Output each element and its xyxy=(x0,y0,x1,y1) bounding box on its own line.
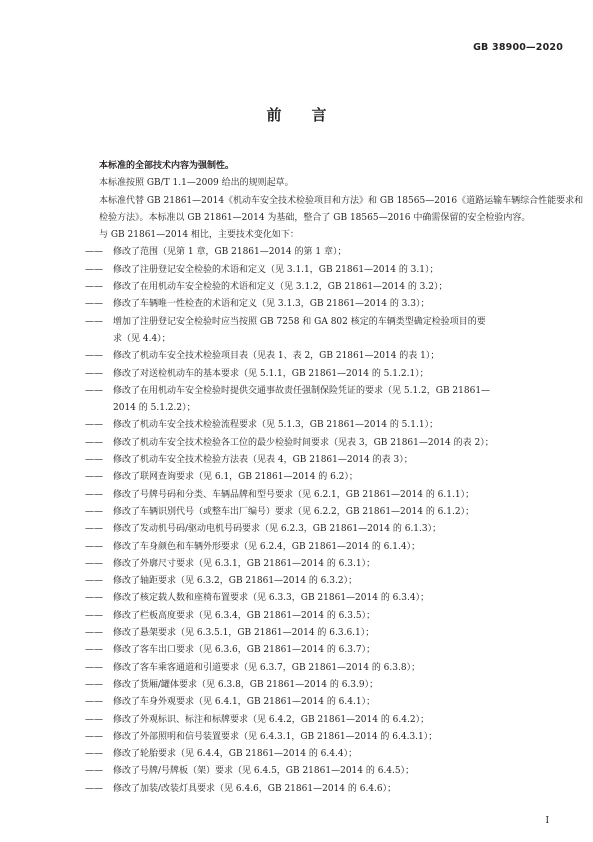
dash-marker: —— xyxy=(85,351,103,362)
list-item xyxy=(85,417,593,434)
dash-marker: —— xyxy=(85,316,103,327)
dash-marker: —— xyxy=(85,524,103,535)
list-item xyxy=(85,244,593,261)
dash-marker: —— xyxy=(85,628,103,639)
standard-code: GB 38900—2020 xyxy=(473,42,563,53)
list-item xyxy=(85,366,593,383)
list-item xyxy=(85,348,593,365)
dash-marker: —— xyxy=(85,489,103,500)
page-title: 前言 xyxy=(266,106,357,124)
list-item xyxy=(85,504,593,521)
list-item-text: 修改了客车出口要求（见 6.3.6，GB 21861—2014 的 6.3.7）； xyxy=(113,645,376,656)
list-item-text: 修改了车辆唯一性检查的术语和定义（见 3.1.3，GB 21861—2014 的 3.3）； xyxy=(113,299,430,310)
list-item-continuation: 求（见 4.4）； xyxy=(113,333,171,344)
dash-marker: —— xyxy=(85,593,103,604)
list-item xyxy=(85,781,593,798)
dash-marker: —— xyxy=(85,455,103,466)
changes-intro: 与 GB 21861—2014 相比，主要技术变化如下： xyxy=(99,230,299,241)
list-item xyxy=(85,279,593,296)
list-item-text: 修改了外部照明和信号装置要求（见 6.4.3.1，GB 21861—2014 的 6.4.3.1）； xyxy=(113,731,438,742)
list-item-text: 修改了机动车安全技术检验方法表（见表 4，GB 21861—2014 的表 3）； xyxy=(113,455,413,466)
mandatory-statement: 本标准的全部技术内容为强制性。 xyxy=(99,161,235,171)
list-item-text: 修改了轮胎要求（见 6.4.4，GB 21861—2014 的 6.4.4）； xyxy=(113,749,358,760)
list-item-text: 修改了在用机动车安全检验的术语和定义（见 3.1.2，GB 21861—2014 的 3.2）； xyxy=(113,282,448,293)
dash-marker: —— xyxy=(85,558,103,569)
list-item xyxy=(85,469,593,486)
list-item xyxy=(85,521,593,538)
list-item-text: 修改了发动机号码/驱动电机号码要求（见 6.2.3，GB 21861—2014 的 6.1.3）； xyxy=(113,524,442,535)
list-item-text: 修改了车身外观要求（见 6.4.1，GB 21861—2014 的 6.4.1）； xyxy=(113,697,376,708)
list-item-continuation: 2014 的 5.1.2.2）； xyxy=(113,403,196,414)
list-item-text: 修改了客车乘客通道和引道要求（见 6.3.7，GB 21861—2014 的 6.3.8）； xyxy=(113,662,421,673)
dash-marker: —— xyxy=(85,749,103,760)
list-item xyxy=(85,712,593,729)
dash-marker: —— xyxy=(85,368,103,379)
dash-marker: —— xyxy=(85,766,103,777)
list-item-text: 修改了范围（见第 1 章，GB 21861—2014 的第 1 章）； xyxy=(113,247,347,258)
list-item-text: 修改了注册登记安全检验的术语和定义（见 3.1.1，GB 21861—2014 的 3.1）； xyxy=(113,264,439,275)
list-item xyxy=(85,556,593,573)
dash-marker: —— xyxy=(85,610,103,621)
list-item-text: 修改了外观标识、标注和标牌要求（见 6.4.2，GB 21861—2014 的 6.4.2）； xyxy=(113,714,430,725)
list-item-text: 修改了加装/改装灯具要求（见 6.4.6，GB 21861—2014 的 6.4.6）； xyxy=(113,783,397,794)
dash-marker: —— xyxy=(85,645,103,656)
replacement-paragraph: 本标准代替 GB 21861—2014《机动车安全技术检验项目和方法》和 GB 18565—2016《道路运输车辆综合性能要求和检验方法》。本标准以 GB 21861—2014 为基础，整合了 GB 18565—2016 中确需保留的安全检验内容。 xyxy=(99,195,584,223)
list-item xyxy=(85,694,593,711)
list-item-text: 修改了悬架要求（见 6.3.5.1，GB 21861—2014 的 6.3.6.1）； xyxy=(113,628,375,639)
list-item-text: 修改了栏板高度要求（见 6.3.4，GB 21861—2014 的 6.3.5）； xyxy=(113,610,376,621)
dash-marker: —— xyxy=(85,783,103,794)
list-item-text: 修改了核定载人数和座椅布置要求（见 6.3.3，GB 21861—2014 的 6.3.4）； xyxy=(113,593,430,604)
list-item xyxy=(85,642,593,659)
dash-marker: —— xyxy=(85,437,103,448)
list-item-text: 修改了号牌/号牌板（架）要求（见 6.4.5，GB 21861—2014 的 6.4.5）； xyxy=(113,766,415,777)
list-item xyxy=(85,314,593,331)
list-item xyxy=(85,383,593,400)
list-item-text: 修改了机动车安全技术检验流程要求（见 5.1.3，GB 21861—2014 的 5.1.1）； xyxy=(113,420,439,431)
dash-marker: —— xyxy=(85,714,103,725)
list-item xyxy=(85,746,593,763)
dash-marker: —— xyxy=(85,299,103,310)
list-item xyxy=(85,677,593,694)
list-item-text: 修改了机动车安全技术检验各工位的最少检验时间要求（见表 3，GB 21861—2014 的表 2）； xyxy=(113,437,494,448)
dash-marker: —— xyxy=(85,247,103,258)
dash-marker: —— xyxy=(85,541,103,552)
list-item xyxy=(85,608,593,625)
list-item xyxy=(85,590,593,607)
dash-marker: —— xyxy=(85,662,103,673)
dash-marker: —— xyxy=(85,420,103,431)
list-item-text: 修改了号牌号码和分类、车辆品牌和型号要求（见 6.2.1，GB 21861—2014 的 6.1.1）； xyxy=(113,489,475,500)
list-item xyxy=(85,296,593,313)
dash-marker: —— xyxy=(85,731,103,742)
dash-marker: —— xyxy=(85,264,103,275)
list-item xyxy=(85,262,593,279)
list-item xyxy=(85,487,593,504)
list-item xyxy=(85,573,593,590)
dash-marker: —— xyxy=(85,576,103,587)
list-item-text: 修改了外廓尺寸要求（见 6.3.1，GB 21861—2014 的 6.3.1）； xyxy=(113,558,376,569)
dash-marker: —— xyxy=(85,385,103,396)
list-item xyxy=(85,660,593,677)
list-item-text: 修改了对送检机动车的基本要求（见 5.1.1，GB 21861—2014 的 5.1.2.1）； xyxy=(113,368,429,379)
dash-marker: —— xyxy=(85,282,103,293)
dash-marker: —— xyxy=(85,506,103,517)
list-item-text: 修改了车身颜色和车辆外形要求（见 6.2.4，GB 21861—2014 的 6.1.4）； xyxy=(113,541,421,552)
drafting-rule-paragraph: 本标准按照 GB/T 1.1—2009 给出的规则起草。 xyxy=(99,178,294,189)
change-list xyxy=(85,244,593,798)
list-item-text: 修改了机动车安全技术检验项目表（见表 1、表 2，GB 21861—2014 的表 1）； xyxy=(113,351,440,362)
foreword-body xyxy=(85,158,593,798)
page-number: I xyxy=(545,816,549,826)
list-item xyxy=(85,763,593,780)
list-item-text: 修改了货厢/罐体要求（见 6.3.8，GB 21861—2014 的 6.3.9）； xyxy=(113,679,379,690)
list-item-text: 修改了轴距要求（见 6.3.2，GB 21861—2014 的 6.3.2）； xyxy=(113,576,358,587)
list-item-text: 修改了车辆识别代号（或整车出厂编号）要求（见 6.2.2，GB 21861—2014 的 6.1.2）； xyxy=(113,506,475,517)
list-item xyxy=(85,539,593,556)
dash-marker: —— xyxy=(85,472,103,483)
list-item-text: 修改了在用机动车安全检验时提供交通事故责任强制保险凭证的要求（见 5.1.2，GB 21861— xyxy=(113,385,491,396)
list-item-text: 修改了联网查询要求（见 6.1，GB 21861—2014 的 6.2）； xyxy=(113,472,358,483)
list-item xyxy=(85,452,593,469)
list-item xyxy=(85,435,593,452)
dash-marker: —— xyxy=(85,697,103,708)
list-item-text: 增加了注册登记安全检验时应当按照 GB 7258 和 GA 802 核定的车辆类型确定检验项目的要 xyxy=(113,316,486,327)
list-item xyxy=(85,729,593,746)
list-item xyxy=(85,625,593,642)
dash-marker: —— xyxy=(85,679,103,690)
